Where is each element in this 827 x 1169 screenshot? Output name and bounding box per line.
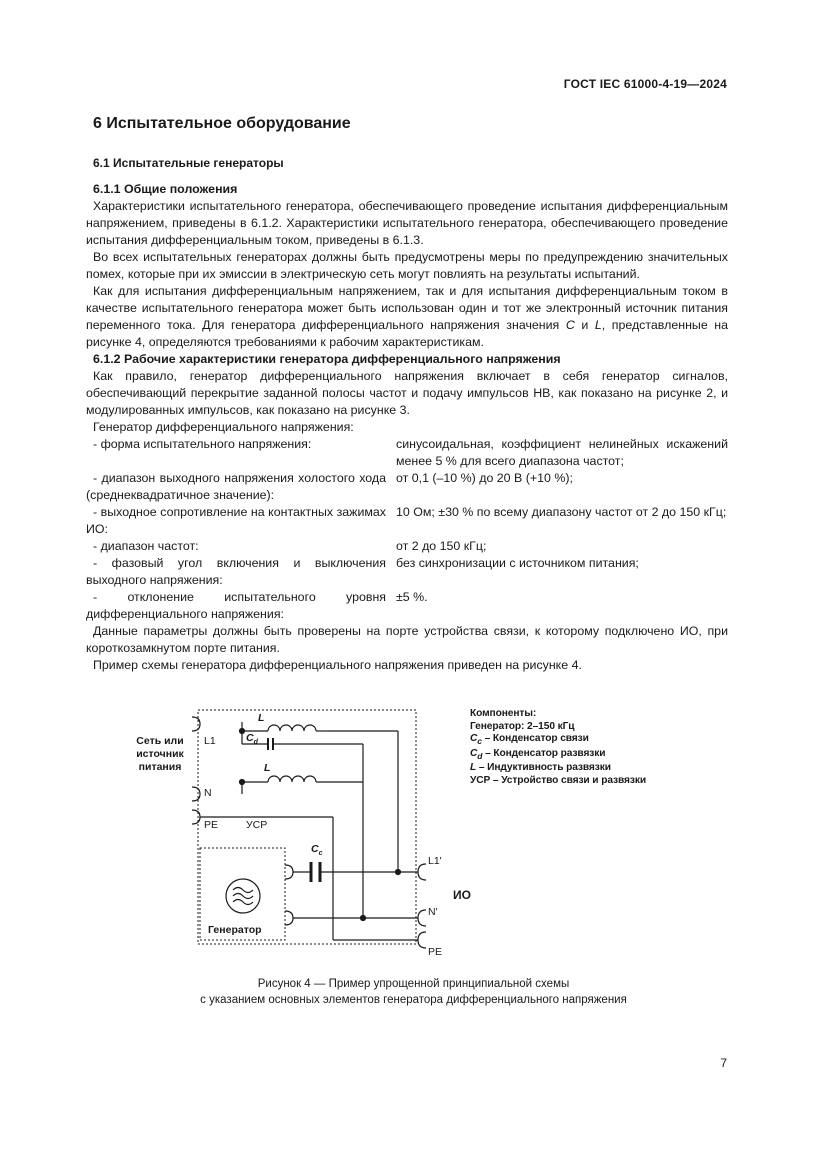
body-text (86, 181, 728, 674)
parameter-name: - отклонение испытательного уровня дифференциального напряжения: (86, 590, 386, 621)
caption-line-2: с указанием основных элементов генератора дифференциального напряжения (200, 994, 627, 1006)
label-generator: Генератор (208, 924, 262, 936)
label-eut: ИО (453, 888, 471, 902)
gen-connector-top (285, 865, 293, 879)
s612-paragraph-2: Генератор дифференциального напряжения: (93, 420, 354, 434)
label-pe-out: PE (428, 946, 443, 958)
figure-caption (86, 976, 741, 1008)
caption-line-1: Рисунок 4 — Пример упрощенной принципиальной схемы (257, 978, 570, 990)
symbol-c: C (565, 318, 575, 332)
components-legend (470, 708, 646, 788)
legend-l: L – Индуктивность развязки (470, 762, 611, 774)
p3-part-a: Как для испытания дифференциальным напряжением, так и для испытания дифференциальным током в качестве испытательного генератора может быть использован один и тот же электронный источник питания переменного тока. Для генератора дифференциального напряжения значения (86, 284, 728, 332)
inductor-l1 (268, 725, 316, 731)
s612-paragraph-4: Пример схемы генератора дифференциального напряжения приведен на рисунке 4. (93, 658, 582, 672)
cdn-box (198, 710, 416, 944)
parameter-row (86, 436, 728, 470)
label-l1-out: L1' (428, 855, 442, 867)
connector-l1-in (192, 717, 200, 731)
label-l1: L1 (204, 735, 216, 747)
parameter-row (86, 555, 728, 589)
parameter-value: от 2 до 150 кГц; (396, 539, 487, 553)
legend-cd: $C_d$ – Конденсатор развязки (470, 747, 606, 761)
legend-usr: УСР – Устройство связи и развязки (470, 775, 646, 787)
s611-paragraph-1: Характеристики испытательного генератора, обеспечивающего проведение испытания дифференциальным напряжением, приведены в 6.1.2. Характеристики испытательного генератора, обеспечивающего проведение испытания дифференциальным током, приведены в 6.1.3. (86, 199, 728, 247)
gen-connector-bottom (285, 911, 293, 925)
s611-title: 6.1.1 Общие положения (93, 182, 238, 196)
label-pe: PE (204, 819, 219, 831)
label-inductor-l1: L (258, 712, 265, 724)
subsection-title: 6.1 Испытательные генераторы (93, 156, 284, 170)
legend-cc: $C_c$ – Конденсатор связи (470, 733, 589, 747)
connector-pe-in (192, 810, 200, 824)
section-title: 6 Испытательное оборудование (93, 115, 351, 132)
parameter-name: - фазовый угол включения и выключения выходного напряжения: (86, 556, 386, 587)
connector-n-in (192, 787, 200, 801)
p3-and: и (574, 318, 595, 332)
connector-pe-out (418, 932, 426, 948)
label-cd: $C_d$ (246, 732, 258, 747)
parameter-row (86, 589, 728, 623)
inductor-n (268, 776, 316, 782)
parameter-value: ±5 %. (396, 590, 428, 604)
document-id: ГОСТ IEC 61000-4-19—2024 (563, 77, 727, 91)
connector-n-out (418, 910, 426, 926)
symbol-l: L (594, 318, 602, 332)
parameter-name: - диапазон частот: (93, 539, 199, 553)
s611-paragraph-3 (86, 283, 728, 351)
parameter-name: - выходное сопротивление на контактных зажимах ИО: (86, 505, 386, 536)
parameter-row (86, 538, 728, 555)
page-number: 7 (720, 1056, 727, 1070)
legend-title: Компоненты: (470, 708, 537, 719)
s612-paragraph-3: Данные параметры должны быть проверены на порте устройства связи, к которому подключено ИО, при короткозамкнутом порте питания. (86, 624, 728, 655)
s612-paragraph-1: Как правило, генератор дифференциального напряжения включает в себя генератор сигналов, обеспечивающий перекрытие заданной полосы частот и подачу импульсов НВ, как показано на рисунке 2, и модулированных импульсов, как показано на рисунке 3. (86, 369, 728, 417)
label-n-out: N' (428, 906, 438, 918)
legend-generator: Генератор: 2–150 кГц (470, 720, 575, 732)
junction-dot (396, 870, 401, 875)
parameter-value: без синхронизации с источником питания; (396, 556, 639, 570)
label-n: N (204, 787, 212, 799)
parameter-value: синусоидальная, коэффициент нелинейных искажений менее 5 % для всего диапазона частот; (396, 437, 728, 468)
sine-wave-icon (233, 888, 253, 905)
parameter-value: от 0,1 (–10 %) до 20 В (+10 %); (396, 471, 573, 485)
label-usr: УСР (246, 819, 268, 831)
connector-l1-out (418, 864, 426, 880)
parameter-row (86, 504, 728, 538)
label-cc: $C_c$ (311, 843, 323, 858)
s612-title: 6.1.2 Рабочие характеристики генератора дифференциального напряжения (93, 352, 561, 366)
parameter-row (86, 470, 728, 504)
junction-dot (361, 916, 366, 921)
s611-paragraph-2: Во всех испытательных генераторах должны быть предусмотрены меры по предупреждению значительных помех, которые при их эмиссии в электрическую сеть могут повлиять на результаты испытаний. (86, 250, 728, 281)
p3-part-b: , представленные на рисунке 4, определяются требованиями к рабочим характеристикам. (86, 318, 728, 349)
parameter-name: - диапазон выходного напряжения холостого хода (среднеквадратичное значение): (86, 471, 386, 502)
parameter-list (86, 436, 728, 623)
mains-label: Сеть или источник питания (136, 735, 184, 773)
parameter-value: 10 Ом; ±30 % по всему диапазону частот от 2 до 150 кГц; (396, 505, 727, 519)
parameter-name: - форма испытательного напряжения: (93, 437, 312, 451)
label-inductor-n: L (264, 762, 271, 774)
